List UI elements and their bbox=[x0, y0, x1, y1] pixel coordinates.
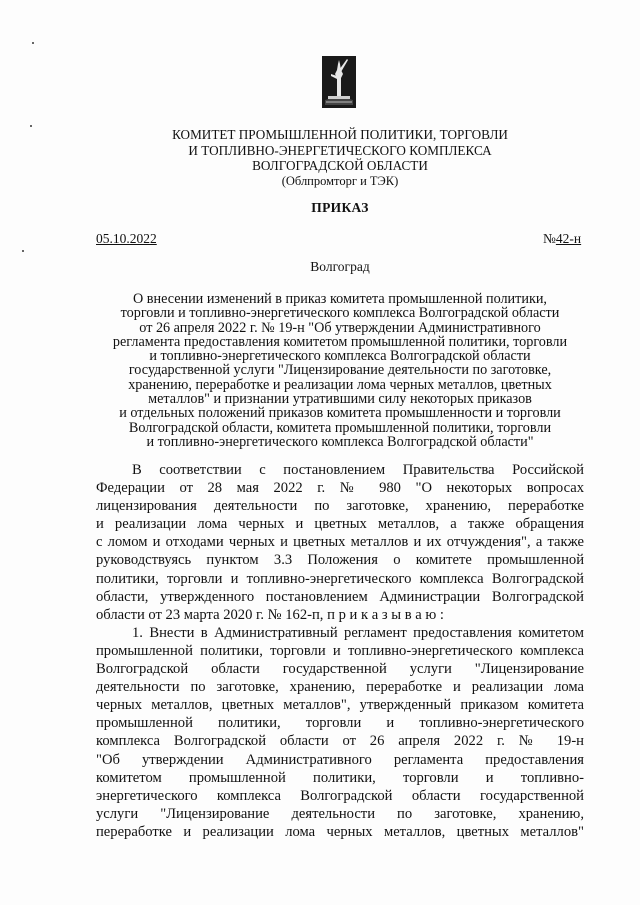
subject-line: металлов" и признании утратившими силу некоторых приказов bbox=[148, 391, 532, 408]
volgograd-coat-of-arms-icon bbox=[322, 56, 356, 108]
body-line: Волгоградской области государственной услуги "Лицензирование bbox=[96, 661, 584, 678]
subject-line: хранению, переработке и реализации лома черных металлов, цветных bbox=[128, 376, 552, 393]
order-number bbox=[543, 231, 581, 247]
scan-speck bbox=[22, 250, 24, 252]
city-name: Волгоград bbox=[310, 259, 370, 274]
organization-short-name: (Облпромторг и ТЭК) bbox=[281, 174, 399, 188]
order-date: 05.10.2022 bbox=[96, 231, 157, 246]
order-body-text bbox=[96, 461, 584, 841]
subject-line: и топливно-энергетического комплекса Волгоградской области" bbox=[146, 433, 534, 450]
document-title: ПРИКАЗ bbox=[311, 200, 369, 215]
subject-line: от 26 апреля 2022 г. № 19-н "Об утверждении Административного bbox=[139, 319, 541, 336]
number-value: 42-н bbox=[555, 231, 582, 246]
body-line: лицензирования деятельности по заготовке, хранению, переработке bbox=[96, 498, 584, 515]
body-line: комплекса Волгоградской области от 26 апреля 2022 г. № 19-н bbox=[96, 733, 584, 750]
body-line: комитетом промышленной политики, торговли и топливно- bbox=[96, 769, 584, 786]
subject-line: регламента предоставления комитетом промышленной политики, торговли bbox=[112, 333, 568, 350]
body-line: деятельности по заготовке, хранению, переработке и реализации лома bbox=[96, 679, 584, 696]
body-line: услуги "Лицензирование деятельности по заготовке, хранению, bbox=[96, 805, 584, 822]
body-line: руководствуясь пунктом 3.3 Положения о комитете промышленной bbox=[96, 552, 584, 569]
subject-line: и отдельных положений приказов комитета промышленности и торговли bbox=[119, 405, 561, 422]
body-line: промышленной политики, торговли и топливно-энергетического комплекса bbox=[96, 642, 584, 659]
scan-speck bbox=[32, 42, 34, 44]
body-line: энергетического комплекса Волгоградской области государственной bbox=[96, 787, 584, 804]
body-line: переработке и реализации лома черных металлов, цветных металлов" bbox=[96, 823, 584, 840]
body-line: Федерации от 28 мая 2022 г. № 980 "О некоторых вопросах bbox=[96, 480, 584, 497]
body-line: и реализации лома черных и цветных металлов, а также обращения bbox=[96, 516, 584, 533]
subject-line: Волгоградской области, комитета промышленной политики, торговли bbox=[128, 419, 552, 436]
body-line: "Об утверждении Административного регламента предоставления bbox=[96, 751, 584, 768]
organization-name-line-3: ВОЛГОГРАДСКОЙ ОБЛАСТИ bbox=[252, 158, 428, 173]
body-line: В соответствии с постановлением Правительства Российской bbox=[132, 462, 584, 478]
order-subject bbox=[96, 292, 584, 449]
body-line: промышленной политики, торговли и топливно-энергетического bbox=[96, 715, 584, 732]
body-line: политики, торговли и топливно-энергетического комплекса Волгоградской bbox=[96, 570, 584, 587]
subject-line: О внесении изменений в приказ комитета промышленной политики, bbox=[133, 291, 547, 307]
subject-line: торговли и топливно-энергетического комплекса Волгоградской области bbox=[120, 305, 560, 322]
body-line: области от 23 марта 2020 г. № 162-п, п р и к а з ы в а ю : bbox=[96, 606, 444, 623]
organization-name-line-1: КОМИТЕТ ПРОМЫШЛЕННОЙ ПОЛИТИКИ, ТОРГОВЛИ bbox=[172, 127, 508, 142]
body-line: области, утвержденного постановлением Администрации Волгоградской bbox=[96, 588, 584, 605]
subject-line: и топливно-энергетического комплекса Волгоградской области bbox=[149, 348, 531, 365]
number-sign: № bbox=[543, 231, 556, 246]
organization-name-line-2: И ТОПЛИВНО-ЭНЕРГЕТИЧЕСКОГО КОМПЛЕКСА bbox=[188, 142, 492, 158]
subject-line: государственной услуги "Лицензирование деятельности по заготовке, bbox=[128, 362, 552, 379]
body-line: черных металлов, цветных металлов", утвержденный приказом комитета bbox=[96, 697, 584, 714]
body-line: с ломом и отходами черных и цветных металлов и их отчуждения", а также bbox=[96, 534, 584, 551]
body-line: 1. Внести в Административный регламент предоставления комитетом bbox=[132, 624, 584, 641]
